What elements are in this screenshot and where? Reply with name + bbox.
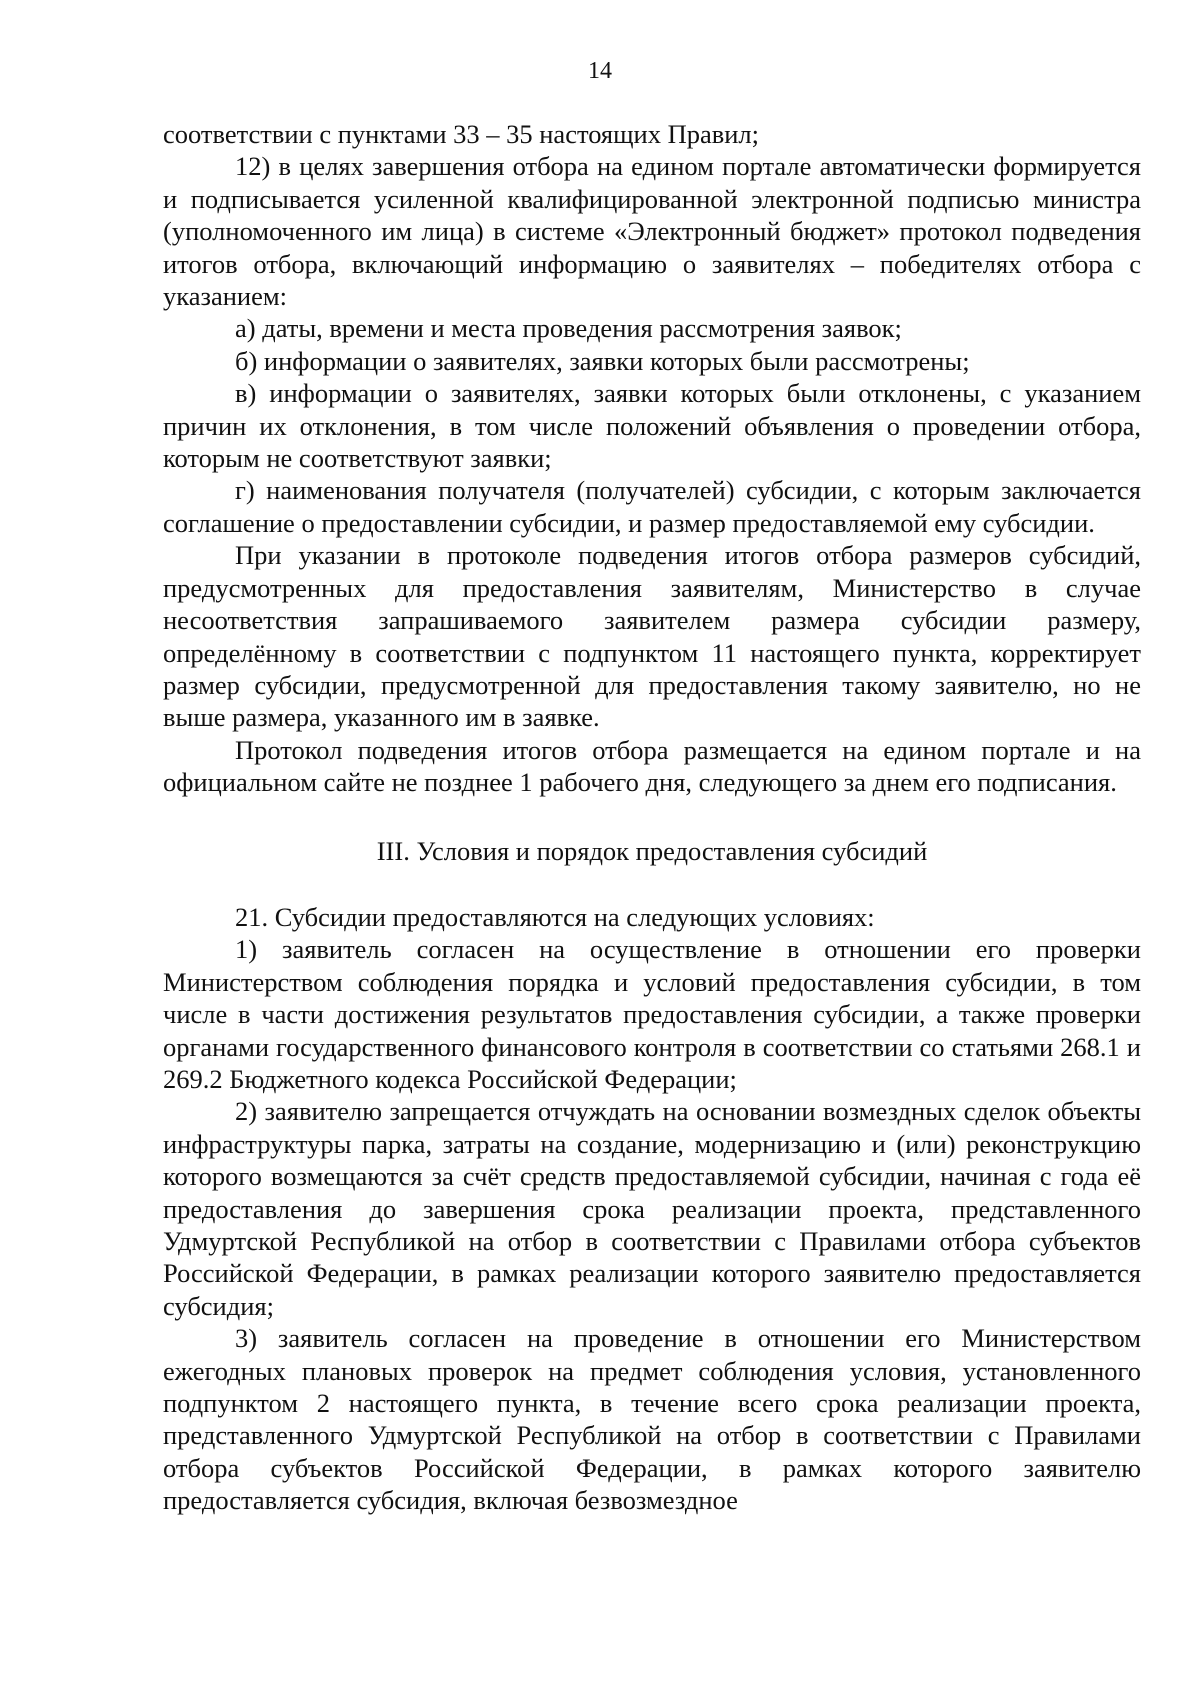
paragraph-continuation: соответствии с пунктами 33 – 35 настоящих Правил; (163, 119, 760, 149)
paragraph-condition-2: 2) заявителю запрещается отчуждать на основании возмездных сделок объекты инфраструктуры парка, затраты на создание, модернизацию и (или) реконструкцию которого возмещаются за счёт средств предоставляемой субсидии, начиная с года её предоставления до завершения срока реализации проекта, представленного Удмуртской Республикой на отбор в соответствии с Правилами отбора субъектов Российской Федерации, в рамках реализации которого заявителю предоставляется субсидия; (163, 1096, 1141, 1321)
paragraph-subitem-g: г) наименования получателя (получателей) субсидии, с которым заключается соглашение о предоставлении субсидии, и размер предоставляемой ему субсидии. (163, 475, 1141, 538)
paragraph-clause-21: 21. Субсидии предоставляются на следующих условиях: (235, 901, 875, 932)
paragraph-item-12: 12) в целях завершения отбора на едином портале автоматически формируется и подписывается усиленной квалифицированной электронной подписью министра (уполномоченного им лица) в системе «Электронный бюджет» протокол подведения итогов отбора, включающий информацию о заявителях – победителях отбора с указанием: (163, 151, 1141, 312)
paragraph-protocol-subsidy-size: При указании в протоколе подведения итогов отбора размеров субсидий, предусмотренных для предоставления заявителям, Министерство в случае несоответствия запрашиваемого заявителем размера субсидии размеру, определённому в соответствии с подпунктом 11 настоящего пункта, корректирует размер субсидии, предусмотренной для предоставления такому заявителю, но не выше размера, указанного им в заявке. (163, 540, 1141, 733)
paragraph-condition-1: 1) заявитель согласен на осуществление в отношении его проверки Министерством соблюдения порядка и условий предоставления субсидии, в том числе в части достижения результатов предоставления субсидии, а также проверки органами государственного финансового контроля в соответствии со статьями 268.1 и 269.2 Бюджетного кодекса Российской Федерации; (163, 934, 1141, 1094)
paragraph-subitem-a: а) даты, времени и места проведения рассмотрения заявок; (235, 313, 902, 344)
section-heading: III. Условия и порядок предоставления субсидий (376, 835, 928, 866)
paragraph-subitem-b: б) информации о заявителях, заявки которых были рассмотрены; (235, 345, 970, 376)
paragraph-protocol-publication: Протокол подведения итогов отбора размещается на едином портале и на официальном сайте не позднее 1 рабочего дня, следующего за днем его подписания. (163, 734, 1141, 798)
page-number: 14 (588, 58, 612, 84)
document-body (163, 118, 1141, 1517)
paragraph-condition-3: 3) заявитель согласен на проведение в отношении его Министерством ежегодных плановых проверок на предмет соблюдения условия, установленного подпунктом 2 настоящего пункта, в течение всего срока реализации проекта, представленного Удмуртской Республикой на отбор в соответствии с Правилами отбора субъектов Российской Федерации, в рамках которого заявителю предоставляется субсидия, включая безвозмездное (163, 1323, 1141, 1516)
paragraph-subitem-v: в) информации о заявителях, заявки которых были отклонены, с указанием причин их отклонения, в том числе положений объявления о проведении отбора, которым не соответствуют заявки; (163, 378, 1141, 474)
